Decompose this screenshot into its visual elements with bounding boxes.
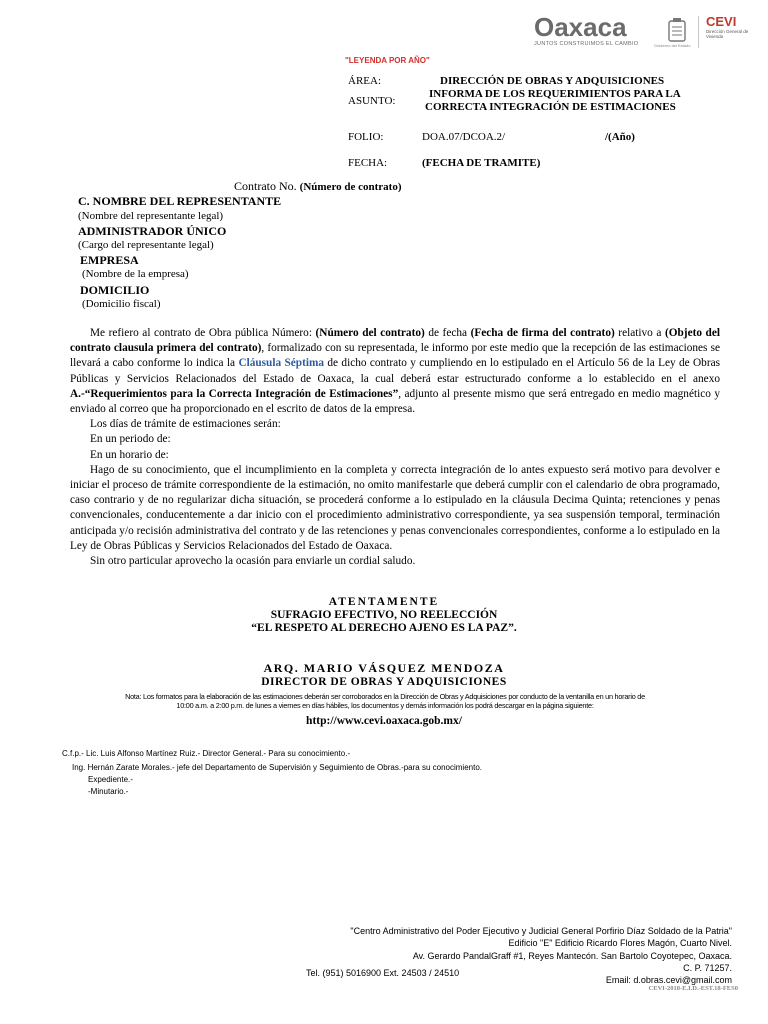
folio-year: /(Año) xyxy=(605,131,635,143)
cevi-logo-subtitle: Dirección General de Vivienda xyxy=(706,29,749,39)
folio-value: DOA.07/DCOA.2/ xyxy=(422,131,506,143)
document-code: CEVI-2018-E.I.D.-EST.18-FES0 xyxy=(648,985,738,992)
note xyxy=(20,692,750,710)
legend-por-ano: "LEYENDA POR AÑO" xyxy=(345,56,430,65)
addressee-cargo-note: (Cargo del representante legal) xyxy=(78,239,214,251)
footer-line-1: "Centro Administrativo del Poder Ejecutivo y Judicial General Porfirio Díaz Soldado de la Patria" xyxy=(350,926,732,936)
ccp-line-2: Ing. Hernán Zarate Morales.- jefe del Departamento de Supervisión y Seguimiento de Obras.-para su conocimiento. xyxy=(72,763,482,772)
footer-line-2: Edificio "E" Edificio Ricardo Flores Magón, Cuarto Nivel. xyxy=(508,938,732,949)
paragraph-incumplimiento: Hago de su conocimiento, que el incumplimiento en la completa y correcta integración de lo antes expuesto será motivo para devolver e iniciar el proceso de trámite correspondiente de la estimación, no omito manifestarle que deberá cumplir con el calendario de obra programado, caso contrario y de no regularizar dicha situación, se procederá conforme a lo estipulado en la cláusula Decima Quinta; retenciones y penas convencionales, conducentemente a dar inicio con el procedimiento administrativo correspondiente, ya sea suspensión temporal, terminación anticipada y/o recisión administrativa del contrato y de las retenciones y penas convencionales correspondientes, conforme a lo estipulado en la Ley de Obras Públicas y Servicios Relacionados del Estado de Oaxaca. xyxy=(70,463,720,552)
lema: “EL RESPETO AL DERECHO AJENO ES LA PAZ”. xyxy=(251,622,517,634)
ccp-expediente: Expediente.- xyxy=(88,775,133,784)
oaxaca-logo xyxy=(534,14,654,50)
fecha-value: (FECHA DE TRAMITE) xyxy=(422,157,541,169)
oaxaca-logo-text: Oaxaca xyxy=(534,12,627,42)
note-line-2: 10:00 a.m. a 2:00 p.m. de lunes a viernes en días hábiles, los documentos y demás información los podrá descargar en la página siguiente: xyxy=(176,701,594,710)
contrato-number: (Número de contrato) xyxy=(299,181,402,193)
addressee-name-note: (Nombre del representante legal) xyxy=(78,210,224,222)
atentamente: ATENTAMENTE xyxy=(328,596,440,608)
paragraph-horario: En un horario de: xyxy=(90,448,169,461)
footer-line-3: Av. Gerardo PandalGraff #1, Reyes Mantecón. San Bartolo Coyotepec, Oaxaca. xyxy=(412,950,732,961)
cevi-logo-text: CEVI xyxy=(706,14,737,29)
contrato-line xyxy=(234,179,402,194)
footer-email[interactable]: Email: d.obras.cevi@gmail.com xyxy=(605,975,732,986)
asunto-line-1: INFORMA DE LOS REQUERIMIENTOS PARA LA xyxy=(429,88,681,100)
addressee-empresa: EMPRESA xyxy=(80,253,139,267)
cevi-logo xyxy=(706,15,758,39)
area-value: DIRECCIÓN DE OBRAS Y ADQUISICIONES xyxy=(440,75,665,87)
addressee-empresa-note: (Nombre de la empresa) xyxy=(82,268,189,280)
addressee-domicilio-note: (Domicilio fiscal) xyxy=(82,298,161,310)
fecha-label: FECHA: xyxy=(348,157,388,169)
contrato-label: Contrato No. xyxy=(234,179,297,193)
area-label: ÁREA: xyxy=(348,75,381,87)
footer-phone: Tel. (951) 5016900 Ext. 24503 / 24510 xyxy=(306,968,460,978)
addressee-name: C. NOMBRE DEL REPRESENTANTE xyxy=(78,194,282,208)
letter-body xyxy=(70,326,720,569)
note-line-1: Nota: Los formatos para la elaboración de las estimaciones deberán ser corroborados en la Dirección de Obras y Adquisiciones por conducto de la ventanilla en un horario de xyxy=(125,692,645,701)
ccp-minutario: -Minutario.- xyxy=(88,787,129,796)
oaxaca-logo-tagline: JUNTOS CONSTRUIMOS EL CAMBIO xyxy=(534,41,639,47)
clausula-septima: Cláusula Séptima xyxy=(238,357,325,370)
sufragio-efectivo: SUFRAGIO EFECTIVO, NO REELECCIÓN xyxy=(270,609,498,621)
addressee-domicilio: DOMICILIO xyxy=(80,283,150,297)
paragraph-periodo: En un periodo de: xyxy=(90,433,171,446)
website-link[interactable]: http://www.cevi.oaxaca.gob.mx/ xyxy=(306,715,462,727)
folio-label: FOLIO: xyxy=(348,131,384,143)
header-divider xyxy=(698,16,699,48)
asunto-label: ASUNTO: xyxy=(348,95,396,107)
footer-line-4: C. P. 71257. xyxy=(683,962,732,973)
asunto-line-2: CORRECTA INTEGRACIÓN DE ESTIMACIONES xyxy=(425,101,676,113)
paragraph-saludo: Sin otro particular aprovecho la ocasión para enviarle un cordial saludo. xyxy=(90,555,416,568)
ccp-line-1: C.f.p.- Lic. Luis Alfonso Martínez Ruiz.- Director General.- Para su conocimiento.- xyxy=(62,749,351,758)
addressee-cargo: ADMINISTRADOR ÚNICO xyxy=(78,224,227,238)
paragraph-1: Me refiero al contrato de Obra pública Número: (Número del contrato) de fecha (Fecha de firma del contrato) relativo a (Objeto del contrato clausula primera del contrato), formalizado con su representada, le informo por este medio que la recepción de las estimaciones se llevará a cabo conforme lo indica la Cláusula Séptima de dicho contrato y cumpliendo en lo estipulado en el Artículo 56 de la Ley de Obras Públicas y Servicios Relacionados del Estado de Oaxaca, la cual deberá estar estructurado conforme a lo establecido en el anexo A.-“Requerimientos para la Correcta Integración de Estimaciones”, adjunto al presente mismo que será entregado en medio magnético y enviado al correo que ha proporcionado en el escrito de datos de la empresa. xyxy=(70,327,721,416)
signer-name: ARQ. MARIO VÁSQUEZ MENDOZA xyxy=(263,661,505,675)
signer-position: DIRECTOR DE OBRAS Y ADQUISICIONES xyxy=(261,676,507,688)
seal-caption: Gobierno del Estado xyxy=(654,43,691,48)
paragraph-dias: Los días de trámite de estimaciones serán: xyxy=(90,418,281,431)
